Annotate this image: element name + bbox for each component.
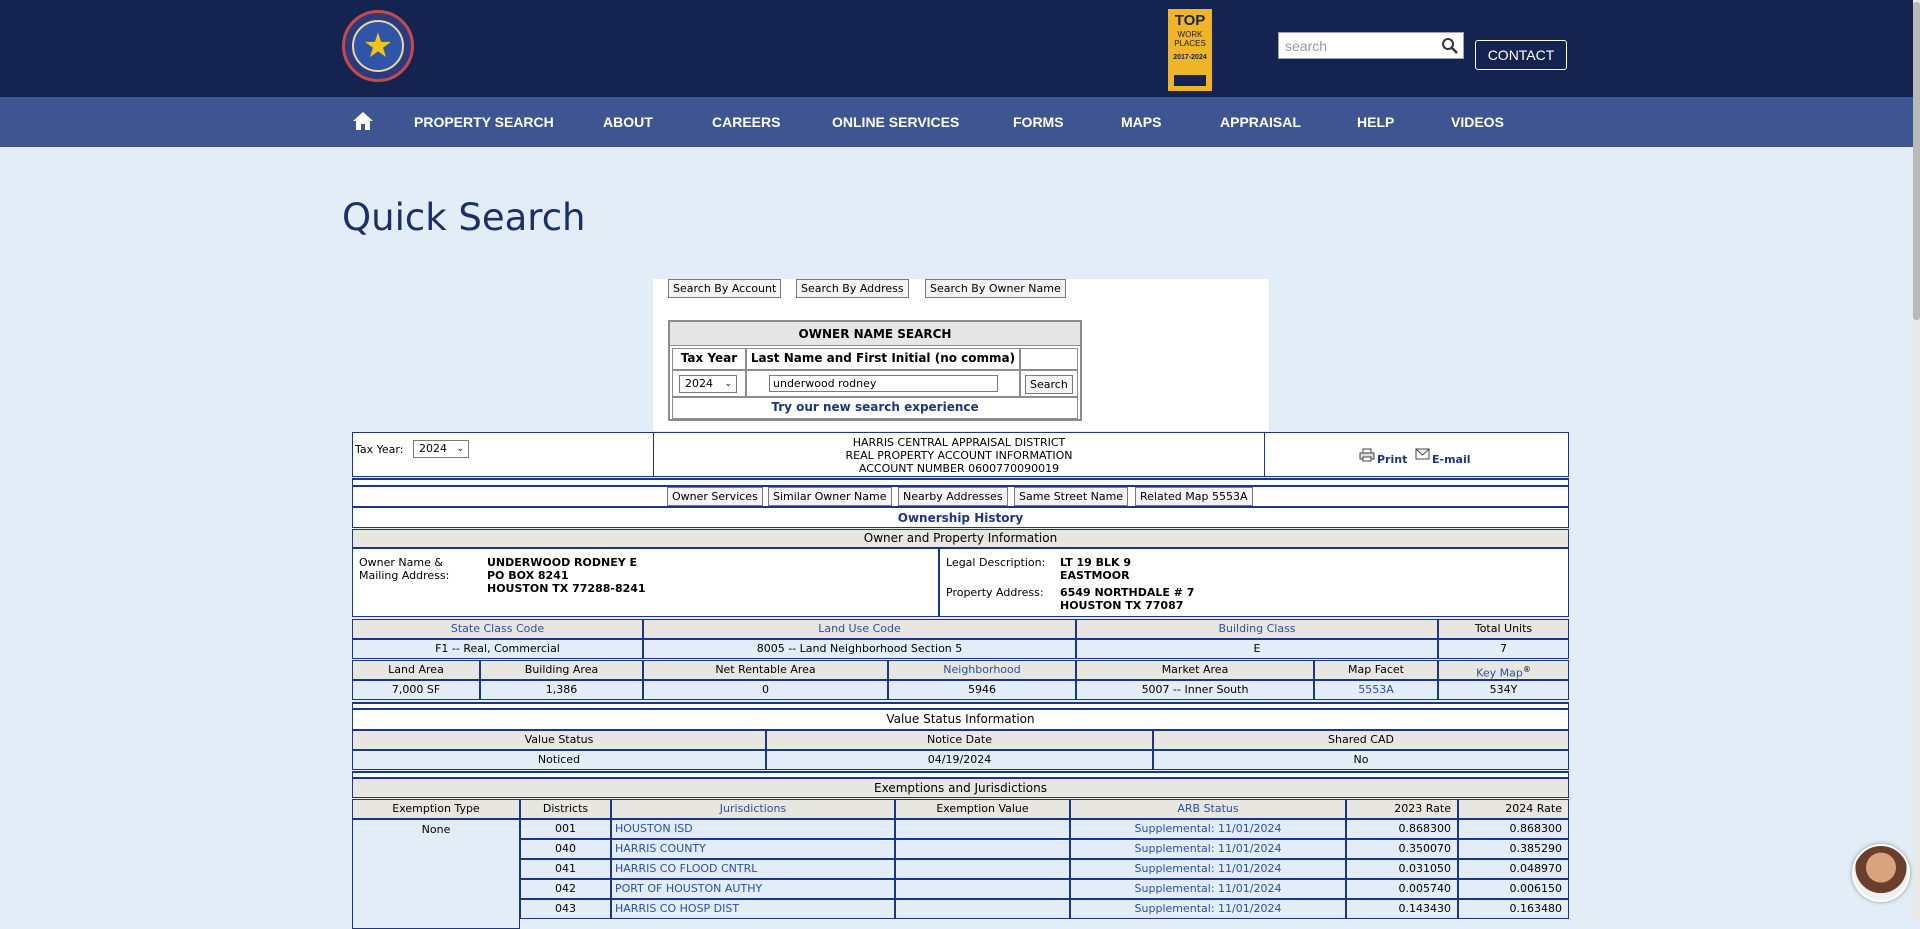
jurisdiction-link[interactable]: HARRIS CO HOSP DIST bbox=[611, 899, 895, 919]
net-rentable-area-value: 0 bbox=[643, 680, 888, 700]
exemption-value-cell bbox=[895, 819, 1070, 839]
nav-about[interactable]: ABOUT bbox=[603, 114, 653, 130]
neighborhood-value: 5946 bbox=[888, 680, 1076, 700]
exemptions-title: Exemptions and Jurisdictions bbox=[352, 778, 1569, 798]
chevron-down-icon: ⌄ bbox=[456, 444, 464, 454]
notice-date-header: Notice Date bbox=[766, 730, 1153, 750]
jurisdiction-link[interactable]: PORT OF HOUSTON AUTHY bbox=[611, 879, 895, 899]
badge-foot bbox=[1174, 75, 1206, 86]
map-facet-header: Map Facet bbox=[1314, 660, 1438, 680]
jurisdictions-header[interactable]: Jurisdictions bbox=[611, 799, 895, 819]
badge-top: TOP bbox=[1174, 12, 1206, 29]
owner-address-1: PO BOX 8241 bbox=[487, 569, 569, 582]
exemption-value-cell bbox=[895, 839, 1070, 859]
nav-videos[interactable]: VIDEOS bbox=[1451, 114, 1504, 130]
top-header bbox=[0, 0, 1920, 97]
same-street-name-tab[interactable]: Same Street Name bbox=[1014, 487, 1128, 506]
rate-2023-header: 2023 Rate bbox=[1346, 799, 1458, 819]
owner-tax-year-select[interactable]: 2024 ⌄ bbox=[679, 375, 737, 393]
print-link[interactable]: Print bbox=[1377, 453, 1408, 466]
separator bbox=[352, 478, 1569, 486]
star-icon: ★ bbox=[362, 26, 394, 66]
district-cell: 041 bbox=[520, 859, 611, 879]
property-address: 6549 NORTHDALE # 7 HOUSTON TX 77087 bbox=[1060, 586, 1195, 612]
separator bbox=[352, 771, 1569, 778]
rate-2023-cell: 0.005740 bbox=[1346, 879, 1458, 899]
district-cell: 040 bbox=[520, 839, 611, 859]
owner-name-input[interactable]: underwood rodney bbox=[769, 375, 998, 392]
rate-2023-cell: 0.031050 bbox=[1346, 859, 1458, 879]
nearby-addresses-tab[interactable]: Nearby Addresses bbox=[898, 487, 1008, 506]
land-area-header: Land Area bbox=[352, 660, 480, 680]
arb-status-link[interactable]: Supplemental: 11/01/2024 bbox=[1070, 899, 1346, 919]
building-area-value: 1,386 bbox=[480, 680, 643, 700]
badge-sub: WORK PLACES bbox=[1174, 30, 1206, 48]
key-map-header[interactable]: Key Map® bbox=[1438, 660, 1569, 680]
new-search-link[interactable]: Try our new search experience bbox=[771, 400, 979, 414]
account-title bbox=[653, 436, 1265, 475]
rate-2024-header: 2024 Rate bbox=[1458, 799, 1569, 819]
email-link[interactable]: E-mail bbox=[1432, 453, 1471, 466]
district-name: HARRIS CENTRAL APPRAISAL DISTRICT bbox=[852, 436, 1066, 449]
search-input[interactable] bbox=[1279, 33, 1439, 58]
jurisdiction-link[interactable]: HARRIS CO FLOOD CNTRL bbox=[611, 859, 895, 879]
search-by-address-button[interactable]: Search By Address bbox=[796, 279, 909, 298]
state-class-code-value: F1 -- Real, Commercial bbox=[352, 639, 643, 659]
search-by-owner-name-button[interactable]: Search By Owner Name bbox=[925, 279, 1066, 298]
rate-2024-cell: 0.163480 bbox=[1458, 899, 1569, 919]
info-type: REAL PROPERTY ACCOUNT INFORMATION bbox=[845, 449, 1073, 462]
exemption-value-cell bbox=[895, 879, 1070, 899]
building-class-header[interactable]: Building Class bbox=[1076, 619, 1438, 639]
top-workplaces-badge bbox=[1168, 9, 1212, 91]
district-cell: 043 bbox=[520, 899, 611, 919]
exemption-type-header: Exemption Type bbox=[352, 799, 520, 819]
total-units-header: Total Units bbox=[1438, 619, 1569, 639]
total-units-value: 7 bbox=[1438, 639, 1569, 659]
building-area-header: Building Area bbox=[480, 660, 643, 680]
market-area-header: Market Area bbox=[1076, 660, 1314, 680]
home-icon[interactable] bbox=[352, 110, 374, 132]
owner-details bbox=[487, 556, 646, 595]
main-nav bbox=[0, 97, 1920, 147]
account-number: ACCOUNT NUMBER 0600770090019 bbox=[858, 462, 1060, 475]
arb-status-link[interactable]: Supplemental: 11/01/2024 bbox=[1070, 879, 1346, 899]
owner-search-heading: OWNER NAME SEARCH bbox=[670, 322, 1080, 346]
exemption-value-header: Exemption Value bbox=[895, 799, 1070, 819]
owner-name-search bbox=[668, 320, 1082, 421]
empty-header-cell bbox=[1020, 348, 1078, 370]
email-icon[interactable] bbox=[1415, 448, 1430, 460]
scrollbar-thumb[interactable] bbox=[1913, 2, 1920, 320]
land-use-code-value: 8005 -- Land Neighborhood Section 5 bbox=[643, 639, 1076, 659]
rate-2023-cell: 0.350070 bbox=[1346, 839, 1458, 859]
owner-search-button[interactable]: Search bbox=[1025, 375, 1073, 394]
owner-address-2: HOUSTON TX 77288-8241 bbox=[487, 582, 646, 595]
value-status-value: Noticed bbox=[352, 750, 766, 770]
arb-status-link[interactable]: Supplemental: 11/01/2024 bbox=[1070, 839, 1346, 859]
state-class-code-header[interactable]: State Class Code bbox=[352, 619, 643, 639]
arb-status-link[interactable]: Supplemental: 11/01/2024 bbox=[1070, 859, 1346, 879]
value-status-header: Value Status bbox=[352, 730, 766, 750]
nav-help[interactable]: HELP bbox=[1357, 114, 1395, 130]
market-area-value: 5007 -- Inner South bbox=[1076, 680, 1314, 700]
property-address-label: Property Address: bbox=[946, 586, 1044, 599]
search-icon[interactable] bbox=[1441, 37, 1459, 55]
page-title: Quick Search bbox=[342, 196, 586, 239]
chat-avatar[interactable] bbox=[1852, 844, 1910, 902]
badge-years: 2017-2024 bbox=[1173, 54, 1207, 61]
districts-header: Districts bbox=[520, 799, 611, 819]
account-tax-year-select[interactable]: 2024 ⌄ bbox=[413, 440, 469, 458]
owner-labels: Owner Name & Mailing Address: bbox=[359, 556, 450, 582]
tax-year-label: Tax Year bbox=[672, 348, 746, 370]
account-tax-year-label: Tax Year: bbox=[355, 443, 404, 456]
legal-description: LT 19 BLK 9 EASTMOOR bbox=[1060, 556, 1132, 582]
rate-2023-cell: 0.868300 bbox=[1346, 819, 1458, 839]
building-class-value: E bbox=[1076, 639, 1438, 659]
map-facet-link[interactable]: 5553A bbox=[1314, 680, 1438, 700]
name-column-label: Last Name and First Initial (no comma) bbox=[746, 348, 1020, 370]
printer-icon[interactable] bbox=[1359, 448, 1375, 462]
exemption-value-cell bbox=[895, 899, 1070, 919]
logo-seal bbox=[352, 20, 404, 72]
separator bbox=[352, 702, 1569, 709]
exemption-type-value: None bbox=[352, 819, 520, 929]
rate-2023-cell: 0.143430 bbox=[1346, 899, 1458, 919]
search-by-account-button[interactable]: Search By Account bbox=[668, 279, 781, 298]
legal-description-label: Legal Description: bbox=[946, 556, 1046, 569]
nav-careers[interactable]: CAREERS bbox=[712, 114, 781, 130]
hcad-logo[interactable] bbox=[342, 10, 414, 82]
exemption-value-cell bbox=[895, 859, 1070, 879]
contact-button[interactable]: CONTACT bbox=[1475, 40, 1567, 70]
owner-services-tab[interactable]: Owner Services bbox=[667, 487, 763, 506]
arb-status-link[interactable]: Supplemental: 11/01/2024 bbox=[1070, 819, 1346, 839]
rate-2024-cell: 0.868300 bbox=[1458, 819, 1569, 839]
rate-2024-cell: 0.006150 bbox=[1458, 879, 1569, 899]
value-status-title: Value Status Information bbox=[352, 709, 1569, 730]
shared-cad-value: No bbox=[1153, 750, 1569, 770]
rate-2024-cell: 0.385290 bbox=[1458, 839, 1569, 859]
key-map-value: 534Y bbox=[1438, 680, 1569, 700]
jurisdiction-link[interactable]: HOUSTON ISD bbox=[611, 819, 895, 839]
nav-maps[interactable]: MAPS bbox=[1121, 114, 1162, 130]
site-search bbox=[1278, 32, 1464, 59]
land-use-code-header[interactable]: Land Use Code bbox=[643, 619, 1076, 639]
nav-online-services[interactable]: ONLINE SERVICES bbox=[832, 114, 960, 130]
shared-cad-header: Shared CAD bbox=[1153, 730, 1569, 750]
nav-forms[interactable]: FORMS bbox=[1013, 114, 1064, 130]
rate-2024-cell: 0.048970 bbox=[1458, 859, 1569, 879]
net-rentable-area-header: Net Rentable Area bbox=[643, 660, 888, 680]
owner-name: UNDERWOOD RODNEY E bbox=[487, 556, 638, 569]
land-area-value: 7,000 SF bbox=[352, 680, 480, 700]
chevron-down-icon: ⌄ bbox=[724, 379, 732, 389]
arb-status-header[interactable]: ARB Status bbox=[1070, 799, 1346, 819]
notice-date-value: 04/19/2024 bbox=[766, 750, 1153, 770]
nav-appraisal[interactable]: APPRAISAL bbox=[1220, 114, 1301, 130]
similar-owner-name-tab[interactable]: Similar Owner Name bbox=[768, 487, 892, 506]
district-cell: 042 bbox=[520, 879, 611, 899]
neighborhood-header[interactable]: Neighborhood bbox=[888, 660, 1076, 680]
nav-property-search[interactable]: PROPERTY SEARCH bbox=[414, 114, 554, 130]
related-map-tab[interactable]: Related Map 5553A bbox=[1135, 487, 1253, 506]
owner-property-heading: Owner and Property Information bbox=[352, 529, 1569, 548]
ownership-history-link[interactable]: Ownership History bbox=[897, 511, 1024, 525]
district-cell: 001 bbox=[520, 819, 611, 839]
jurisdiction-link[interactable]: HARRIS COUNTY bbox=[611, 839, 895, 859]
